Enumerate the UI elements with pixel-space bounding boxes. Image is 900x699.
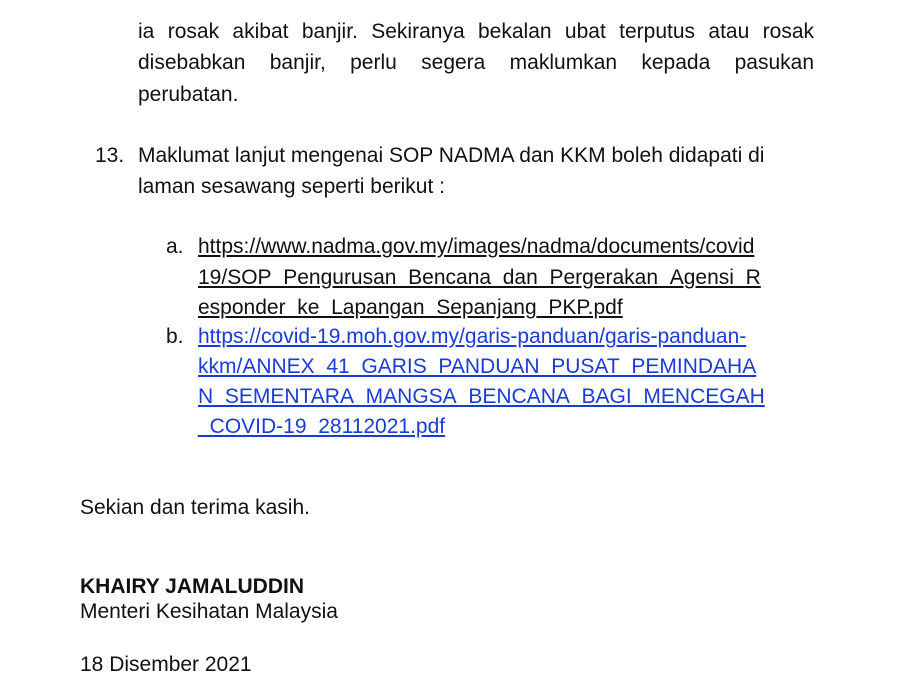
paragraph-line-2: disebabkan banjir, perlu segera maklumkan kepada pasukan <box>138 51 814 74</box>
link-marker-a: a. <box>166 235 184 258</box>
nadma-sop-link-line-1[interactable]: https://www.nadma.gov.my/images/nadma/documents/covid <box>198 235 755 258</box>
signatory-title: Menteri Kesihatan Malaysia <box>80 600 338 623</box>
document-date: 18 Disember 2021 <box>80 653 252 676</box>
item-13-line-1: Maklumat lanjut mengenai SOP NADMA dan KKM boleh didapati di <box>138 144 765 167</box>
link-marker-b: b. <box>166 325 184 348</box>
kkm-guideline-link-line-4[interactable]: _COVID-19_28112021.pdf <box>198 415 446 438</box>
paragraph-line-1: ia rosak akibat banjir. Sekiranya bekalan ubat terputus atau rosak <box>138 20 814 43</box>
item-13-line-2: laman sesawang seperti berikut : <box>138 175 445 198</box>
item-number: 13. <box>95 144 125 167</box>
kkm-guideline-link-line-2[interactable]: kkm/ANNEX_41_GARIS_PANDUAN_PUSAT_PEMINDAHA <box>198 355 757 378</box>
signatory-name: KHAIRY JAMALUDDIN <box>80 575 305 598</box>
nadma-sop-link-line-2[interactable]: 19/SOP_Pengurusan_Bencana_dan_Pergerakan_Agensi_R <box>198 266 761 289</box>
closing-text: Sekian dan terima kasih. <box>80 496 310 519</box>
kkm-guideline-link-line-3[interactable]: N_SEMENTARA_MANGSA_BENCANA_BAGI_MENCEGAH <box>198 385 765 408</box>
kkm-guideline-link-line-1[interactable]: https://covid-19.moh.gov.my/garis-panduan/garis-panduan- <box>198 325 747 348</box>
paragraph-line-3: perubatan. <box>138 83 239 106</box>
nadma-sop-link-line-3[interactable]: esponder_ke_Lapangan_Sepanjang_PKP.pdf <box>198 296 623 319</box>
